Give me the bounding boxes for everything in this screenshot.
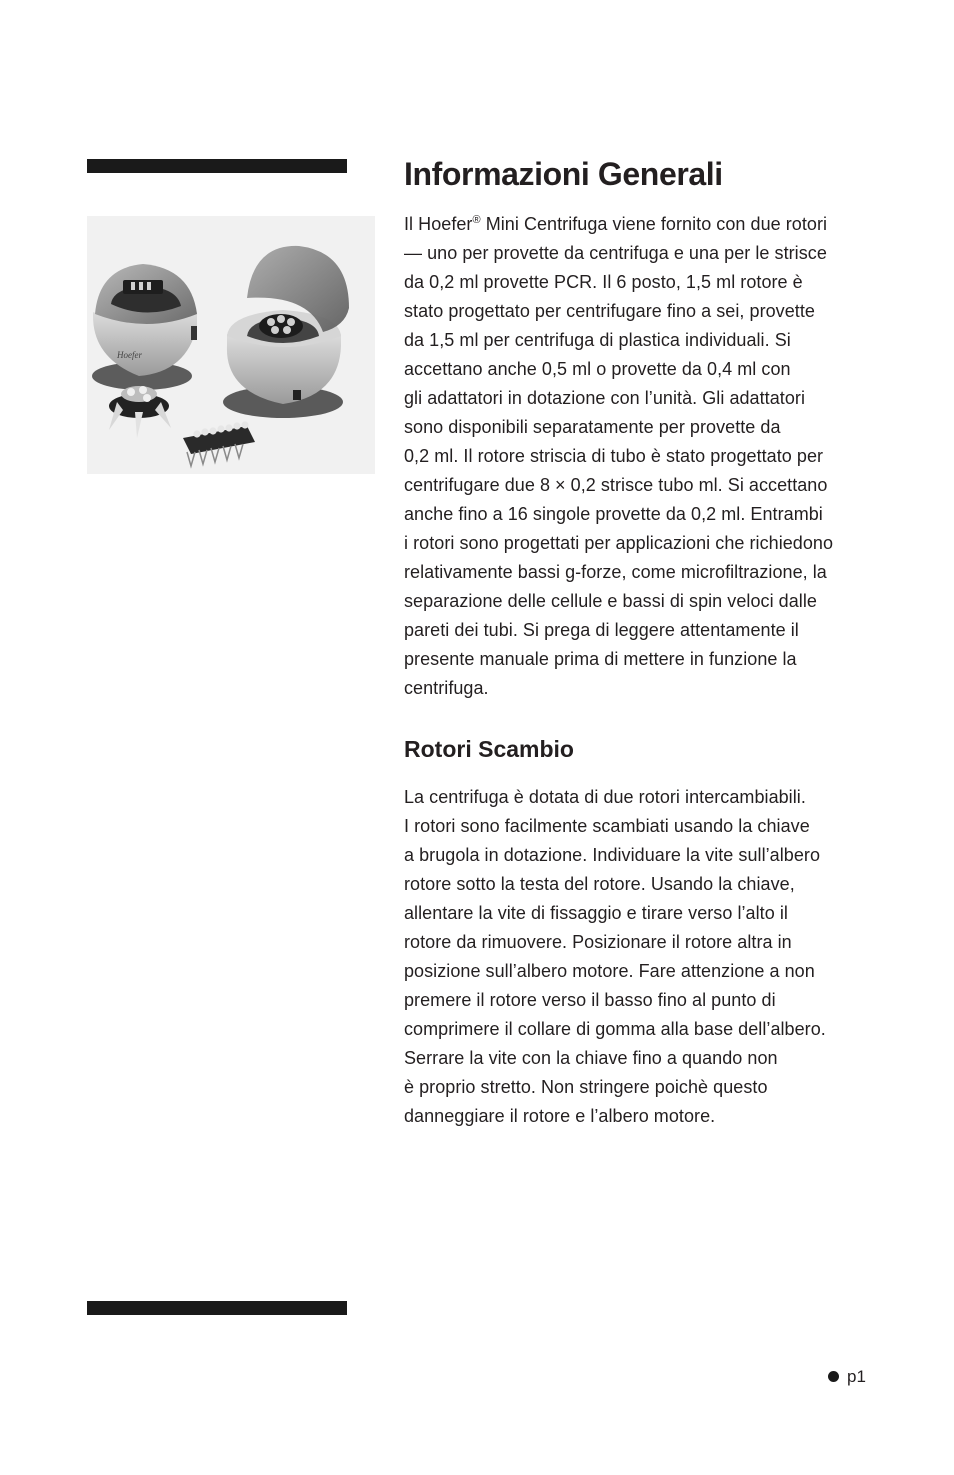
body-line: danneggiare il rotore e l’albero motore. [404, 1106, 716, 1126]
intro-paragraph [404, 210, 874, 703]
body-line: rotore da rimuovere. Posizionare il rotore altra in [404, 932, 792, 952]
bullet-icon [828, 1371, 839, 1382]
section-title: Informazioni Generali [404, 156, 723, 192]
intro-line: 0,2 ml. Il rotore striscia di tubo è stato progettato per [404, 446, 824, 466]
photo-logo: Hoefer [117, 350, 142, 360]
open-centrifuge [223, 246, 349, 418]
bottom-rule [87, 1301, 347, 1315]
intro-line: separazione delle cellule e bassi di spin veloci dalle [404, 591, 817, 611]
intro-line: Il Hoefer® Mini Centrifuga viene fornito con due rotori [404, 214, 828, 234]
intro-line: gli adattatori in dotazione con l’unità. Gli adattatori [404, 388, 805, 408]
body-line: a brugola in dotazione. Individuare la vite sull’albero [404, 845, 821, 865]
page-number: p1 [847, 1367, 866, 1386]
intro-line: centrifuga. [404, 678, 489, 698]
intro-line: centrifugare due 8 × 0,2 strisce tubo ml. Si accettano [404, 475, 828, 495]
strip-rotor [183, 421, 255, 466]
tube-rotor [109, 386, 171, 438]
intro-line: accettano anche 0,5 ml o provette da 0,4 ml con [404, 359, 791, 379]
body-line: Serrare la vite con la chiave fino a quando non [404, 1048, 778, 1068]
intro-line: presente manuale prima di mettere in funzione la [404, 649, 797, 669]
intro-line: relativamente bassi g-forze, come microfiltrazione, la [404, 562, 827, 582]
body-line: è proprio stretto. Non stringere poichè questo [404, 1077, 768, 1097]
intro-line: — uno per provette da centrifuga e una per le strisce [404, 243, 827, 263]
subsection-title: Rotori Scambio [404, 736, 574, 762]
body-line: comprimere il collare di gomma alla base dell’albero. [404, 1019, 826, 1039]
body-line: rotore sotto la testa del rotore. Usando la chiave, [404, 874, 795, 894]
intro-line: sono disponibili separatamente per provette da [404, 417, 781, 437]
intro-line: da 0,2 ml provette PCR. Il 6 posto, 1,5 ml rotore è [404, 272, 803, 292]
main-content [404, 152, 874, 1131]
body-line: I rotori sono facilmente scambiati usando la chiave [404, 816, 810, 836]
intro-line: i rotori sono progettati per applicazioni che richiedono [404, 533, 834, 553]
body-line: premere il rotore verso il basso fino al punto di [404, 990, 776, 1010]
intro-line: da 1,5 ml per centrifuga di plastica individuali. Si [404, 330, 791, 350]
top-rule [87, 159, 347, 173]
body-line: posizione sull’albero motore. Fare attenzione a non [404, 961, 815, 981]
intro-line: stato progettato per centrifugare fino a sei, provette [404, 301, 815, 321]
product-photo [87, 216, 375, 474]
intro-line: anche fino a 16 singole provette da 0,2 ml. Entrambi [404, 504, 823, 524]
closed-centrifuge [92, 264, 197, 390]
body-line: allentare la vite di fissaggio e tirare verso l’alto il [404, 903, 788, 923]
centrifuge-illustration [87, 216, 375, 474]
rotor-exchange-paragraph [404, 783, 874, 1131]
intro-line: pareti dei tubi. Si prega di leggere attentamente il [404, 620, 799, 640]
page-footer [828, 1366, 866, 1388]
body-line: La centrifuga è dotata di due rotori intercambiabili. [404, 787, 806, 807]
